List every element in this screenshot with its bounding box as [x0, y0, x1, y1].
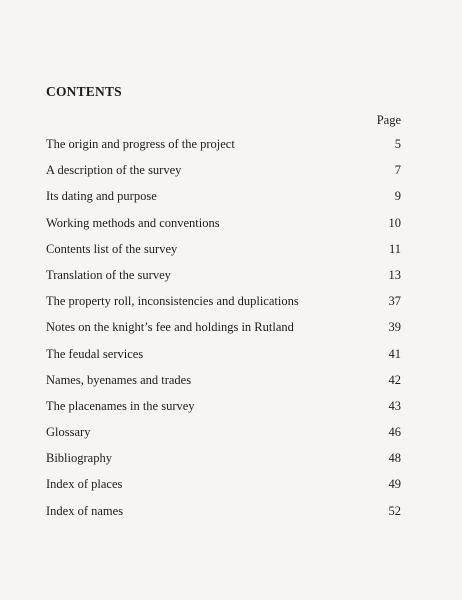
toc-entry-page: 5	[394, 137, 401, 151]
toc-entry-page: 37	[388, 294, 401, 309]
toc-entry-page: 46	[388, 425, 401, 440]
toc-entry-title: Bibliography	[46, 451, 112, 466]
toc-entry-page: 7	[394, 163, 401, 178]
toc-entry	[46, 189, 401, 215]
toc-entry	[46, 163, 401, 189]
toc-list	[46, 137, 401, 530]
toc-entry-title: The placenames in the survey	[46, 398, 195, 413]
toc-entry	[46, 242, 401, 268]
toc-entry-page: 10	[388, 215, 401, 230]
toc-entry-page: 42	[388, 372, 401, 387]
toc-entry-page: 11	[388, 241, 401, 256]
toc-entry	[46, 373, 401, 399]
toc-entry	[46, 320, 401, 346]
toc-entry	[46, 137, 401, 163]
toc-entry-title: Working methods and conventions	[46, 215, 220, 230]
toc-entry-page: 9	[394, 189, 401, 204]
toc-entry-page: 48	[388, 451, 401, 466]
toc-entry-title: The feudal services	[46, 346, 144, 361]
toc-entry	[46, 451, 401, 477]
toc-entry-title: Contents list of the survey	[46, 241, 178, 256]
toc-entry	[46, 425, 401, 451]
toc-entry-title: Glossary	[46, 425, 91, 440]
toc-entry-title: Translation of the survey	[46, 267, 171, 282]
toc-entry-page: 41	[388, 346, 401, 361]
toc-entry	[46, 294, 401, 320]
toc-entry-title: The property roll, inconsistencies and duplications	[46, 294, 299, 309]
toc-entry-page: 49	[388, 477, 401, 492]
toc-entry-title: Notes on the knight’s fee and holdings in Rutland	[46, 320, 294, 335]
toc-entry-title: A description of the survey	[46, 163, 182, 178]
toc-entry	[46, 504, 401, 530]
toc-entry	[46, 268, 401, 294]
toc-entry-page: 13	[388, 267, 401, 282]
page-title: CONTENTS	[46, 84, 122, 99]
toc-entry-title: The origin and progress of the project	[46, 137, 235, 151]
toc-entry	[46, 347, 401, 373]
toc-entry	[46, 477, 401, 503]
toc-entry-page: 39	[388, 320, 401, 335]
toc-entry-title: Names, byenames and trades	[46, 372, 192, 387]
toc-entry-title: Its dating and purpose	[46, 189, 157, 204]
toc-entry	[46, 399, 401, 425]
toc-entry-title: Index of names	[46, 503, 124, 518]
toc-entry-title: Index of places	[46, 477, 123, 492]
toc-entry	[46, 216, 401, 242]
toc-entry-page: 52	[388, 503, 401, 518]
page-column-label: Page	[376, 113, 401, 127]
toc-entry-page: 43	[388, 398, 401, 413]
